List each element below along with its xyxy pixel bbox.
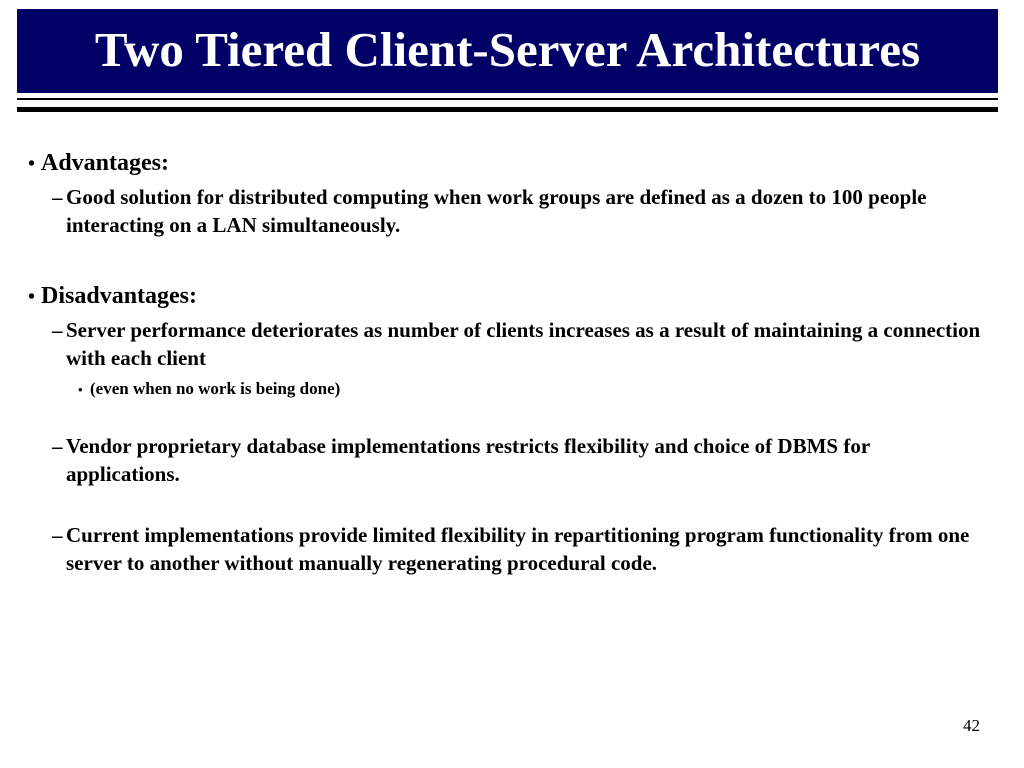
sub-bullet-icon: • (78, 382, 83, 397)
advantages-heading-text: Advantages: (41, 150, 170, 176)
page-number: 42 (963, 716, 980, 735)
dash-icon: – (52, 434, 63, 458)
bullet-icon: • (28, 286, 36, 308)
advantage-item-1 (52, 183, 982, 239)
disadvantage-item-1-sub-text: (even when no work is being done) (90, 379, 341, 398)
advantage-item-1-text: Good solution for distributed computing when work groups are defined as a dozen to 100 people interacting on a LAN simultaneously. (66, 185, 927, 237)
advantages-heading (28, 149, 169, 178)
disadvantage-item-1-text: Server performance deteriorates as number of clients increases as a result of maintaining a connection with each client (66, 318, 981, 370)
dash-icon: – (52, 523, 63, 547)
disadvantage-item-1 (52, 316, 982, 372)
dash-icon: – (52, 185, 63, 209)
disadvantage-item-2 (52, 432, 982, 488)
slide-title: Two Tiered Client-Server Architectures (94, 21, 921, 77)
disadvantage-item-3 (52, 521, 982, 577)
disadvantages-heading-text: Disadvantages: (41, 283, 198, 309)
disadvantages-heading (28, 282, 197, 311)
disadvantage-item-1-sub (78, 378, 340, 401)
disadvantage-item-3-text: Current implementations provide limited flexibility in repartitioning program functionality from one server to another without manually regenerating procedural code. (66, 523, 970, 575)
bullet-icon: • (28, 153, 36, 175)
disadvantage-item-2-text: Vendor proprietary database implementations restricts flexibility and choice of DBMS for applications. (66, 434, 870, 486)
dash-icon: – (52, 318, 63, 342)
